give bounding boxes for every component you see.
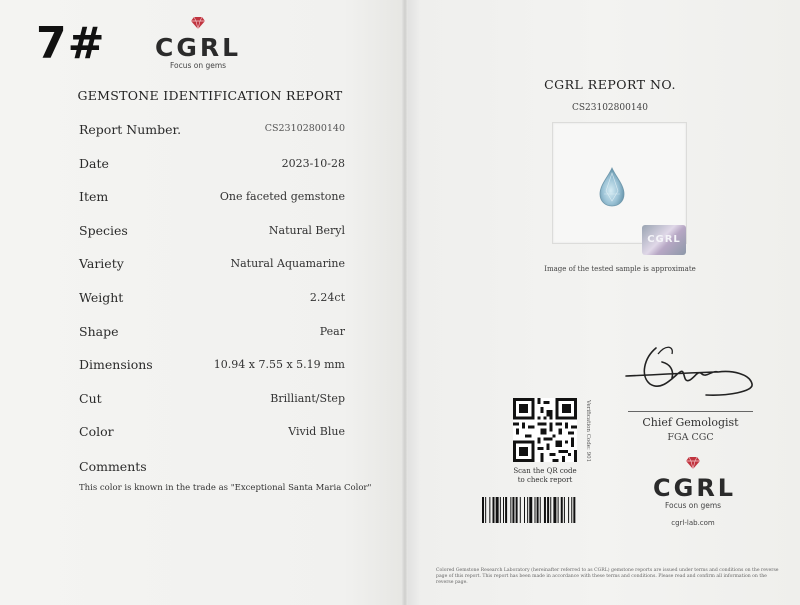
barcode	[482, 497, 610, 523]
field-species	[79, 223, 345, 257]
report-no-title: CGRL REPORT NO.	[544, 77, 676, 92]
signer-title: Chief Gemologist	[642, 416, 739, 429]
field-dimensions	[79, 357, 345, 391]
field-cut	[79, 391, 345, 425]
field-value: One faceted gemstone	[219, 190, 345, 204]
photo-tag: 7#	[36, 18, 106, 69]
field-variety	[79, 256, 345, 290]
field-label: Weight	[79, 289, 124, 305]
website-link[interactable]: cgrl-lab.com	[671, 519, 715, 527]
field-label: Dimensions	[79, 357, 153, 373]
field-value: Natural Beryl	[268, 223, 345, 237]
report-fields	[79, 122, 345, 458]
signer-credentials: FGA CGC	[667, 432, 714, 443]
field-value: 10.94 x 7.55 x 5.19 mm	[213, 358, 345, 372]
field-value: Brilliant/Step	[270, 391, 345, 405]
report-title: GEMSTONE IDENTIFICATION REPORT	[77, 88, 343, 103]
field-label: Date	[79, 155, 109, 171]
field-item	[79, 189, 345, 223]
field-report-number	[79, 122, 345, 156]
signature-line	[628, 411, 753, 412]
photo-caption: Image of the tested sample is approximate	[544, 265, 696, 273]
field-value: 2023-10-28	[281, 156, 345, 170]
field-date	[79, 156, 345, 190]
field-label: Cut	[79, 390, 102, 406]
cgrl-logo	[155, 16, 241, 70]
field-value: Natural Aquamarine	[230, 257, 345, 271]
verification-code	[579, 400, 593, 463]
field-value: Vivid Blue	[288, 425, 345, 439]
logo-wordmark: CGRL	[155, 33, 242, 62]
field-weight	[79, 290, 345, 324]
field-color	[79, 424, 345, 458]
field-label: Shape	[79, 323, 119, 339]
logo-wordmark: CGRL	[653, 474, 737, 502]
field-value: CS23102800140	[264, 123, 345, 134]
field-value: 2.24ct	[309, 290, 345, 304]
logo-tagline: Focus on gems	[169, 61, 227, 70]
field-label: Color	[79, 424, 114, 440]
comments-text: This color is known in the trade as "Exceptional Santa Maria Color"	[79, 483, 372, 493]
disclaimer-text: Colored Gemstone Research Laboratory (hereinafter referred to as CGRL) gemstone reports are issued under terms and conditions on the reverse page of this report. This report has been made in accordance with these terms and conditions. Please read and confirm all information on the reverse page.	[436, 568, 779, 585]
field-label: Item	[79, 189, 109, 205]
diamond-icon	[191, 17, 205, 29]
field-label: Species	[79, 222, 128, 238]
scan-instructions	[500, 467, 590, 485]
signature-image	[622, 340, 757, 405]
verification-code-text: Verification Code: 901	[585, 400, 591, 463]
page-fold	[402, 0, 408, 605]
diamond-icon	[686, 457, 700, 469]
gemstone-image	[598, 167, 626, 207]
scan-text-line1: Scan the QR code	[513, 467, 577, 475]
field-value: Pear	[319, 324, 345, 338]
qr-code	[513, 398, 577, 462]
field-label: Variety	[79, 256, 124, 272]
hologram-seal: CGRL	[642, 225, 686, 255]
comments-label: Comments	[79, 459, 147, 474]
cgrl-logo-footer	[653, 456, 737, 510]
scan-text-line2: to check report	[517, 476, 573, 484]
report-no-value: CS23102800140	[571, 103, 649, 113]
field-label: Report Number.	[79, 122, 182, 137]
logo-tagline: Focus on gems	[664, 501, 722, 510]
field-shape	[79, 324, 345, 358]
